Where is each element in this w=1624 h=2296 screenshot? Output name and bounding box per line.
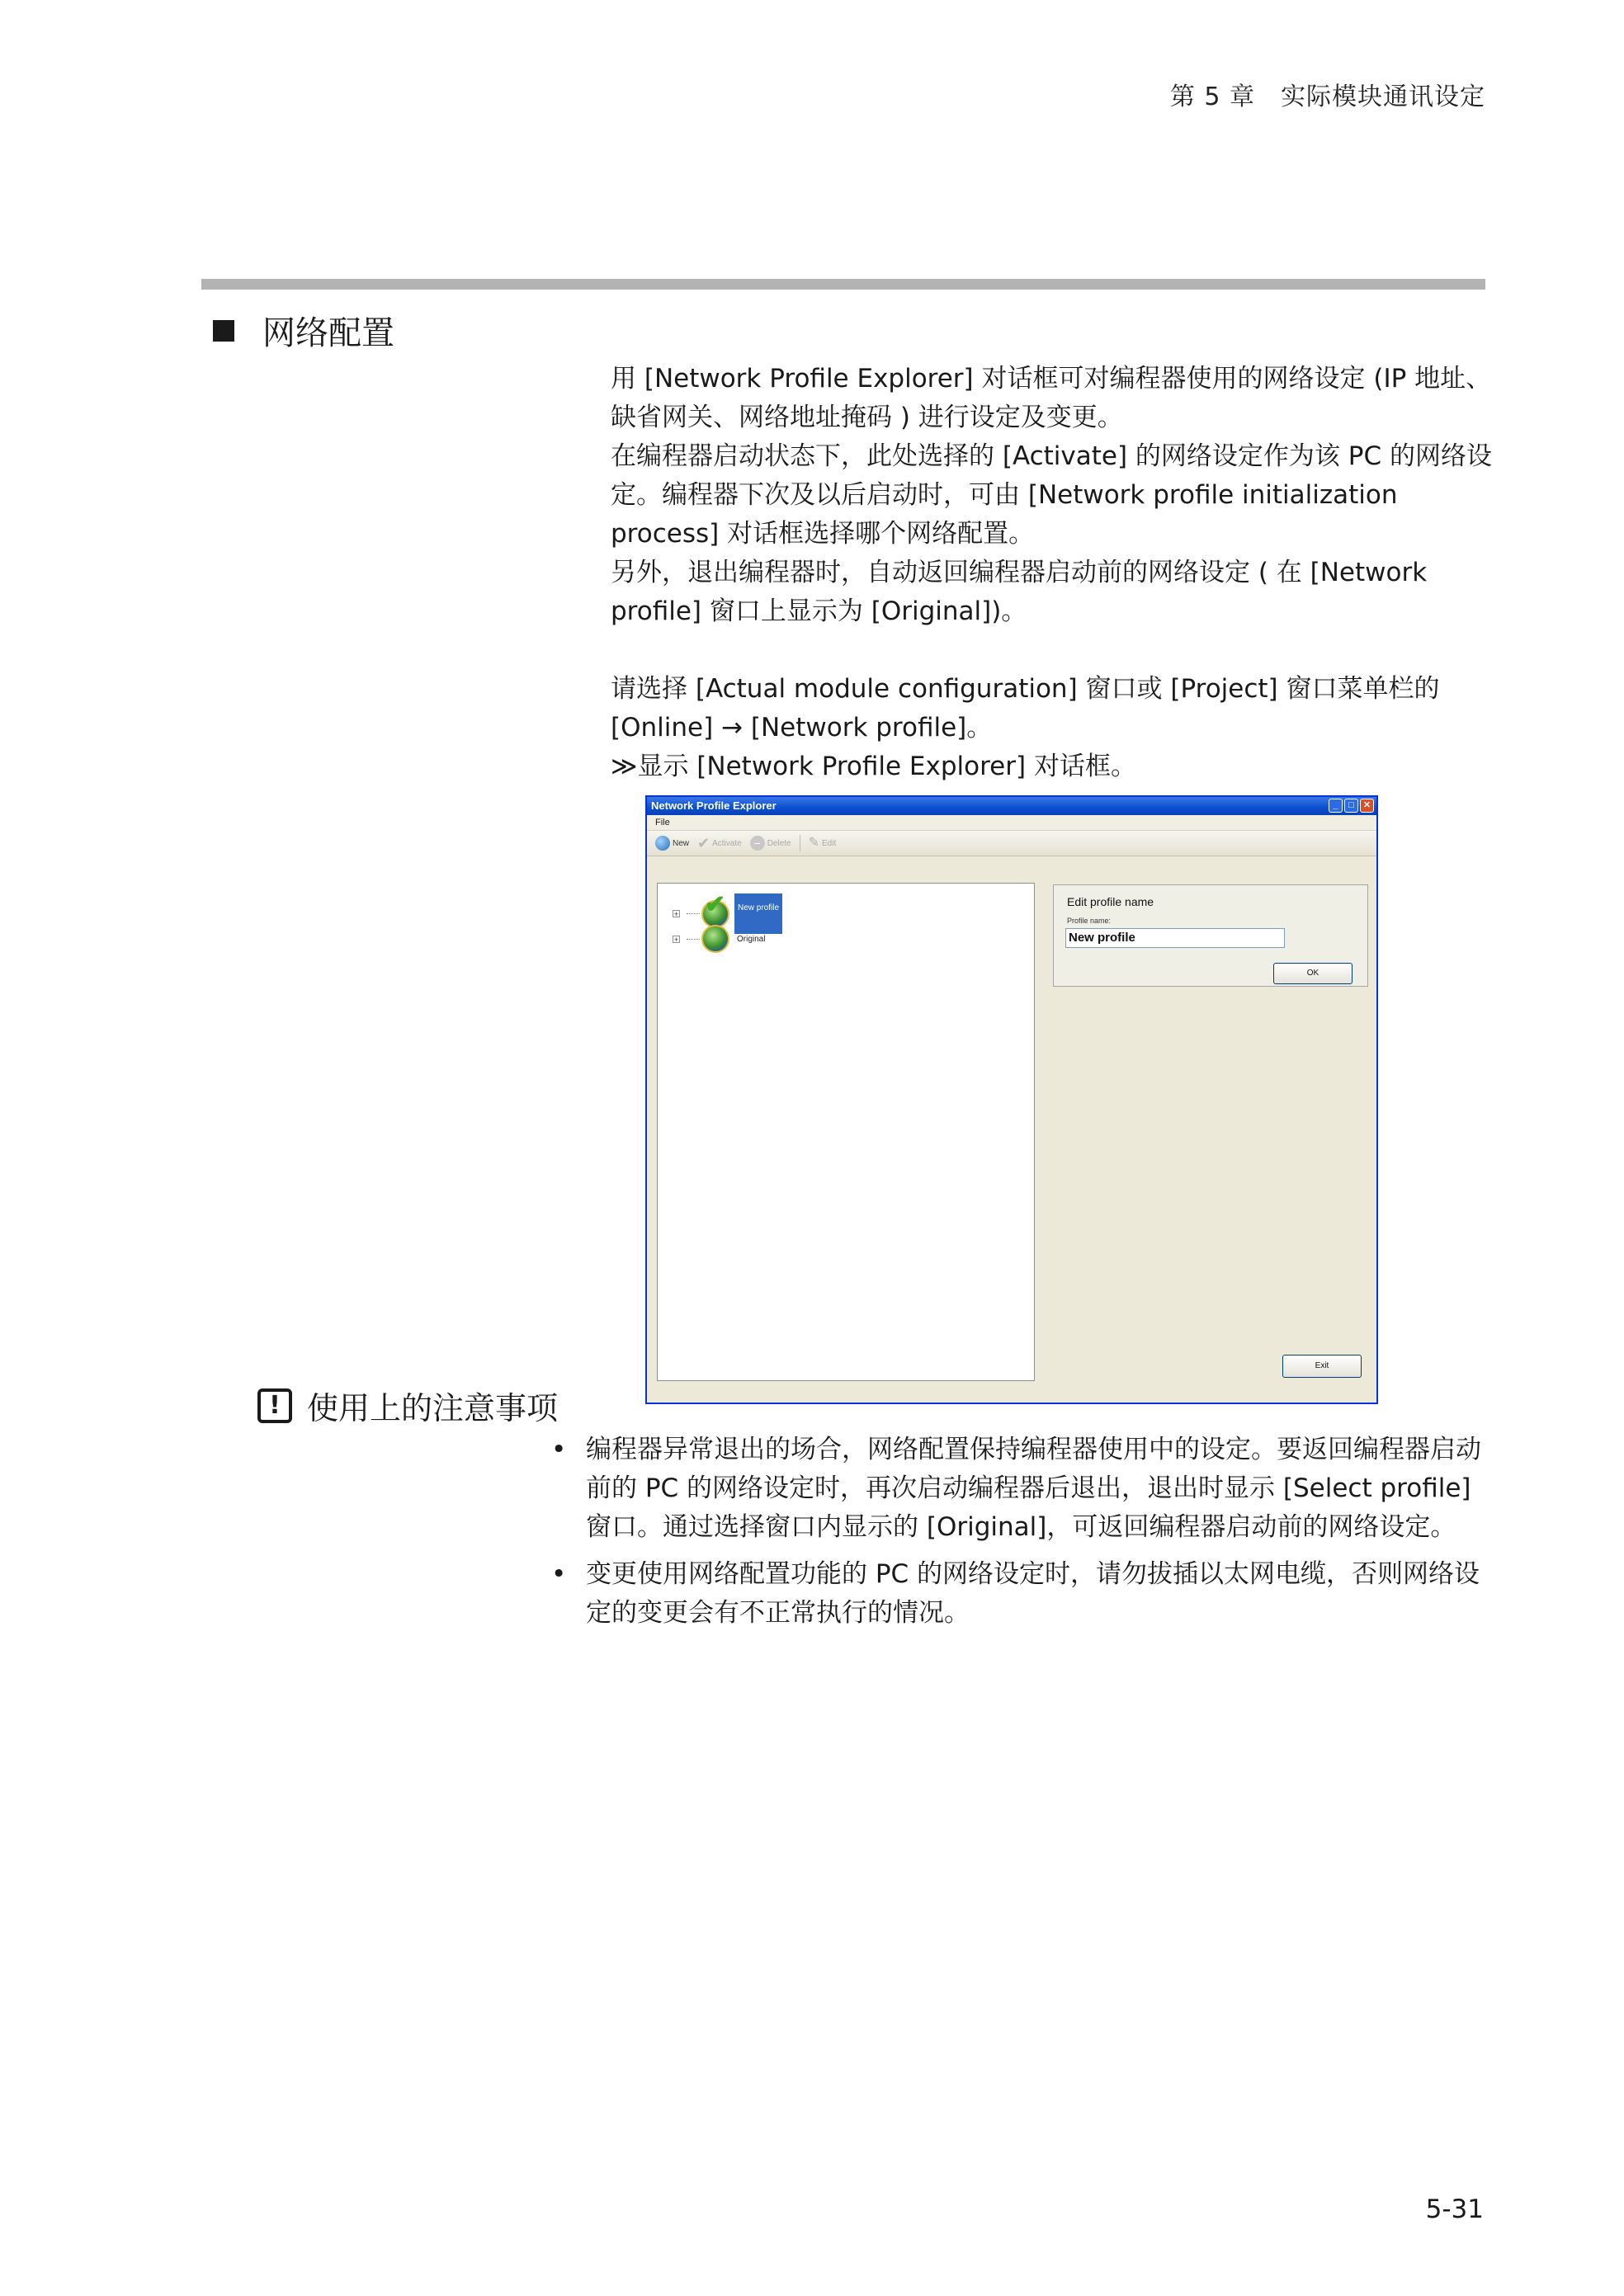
body-text (611, 360, 1492, 786)
section-divider (201, 279, 1485, 290)
tree-item-original[interactable] (673, 925, 767, 953)
edit-label: Edit (822, 838, 837, 848)
new-button[interactable] (655, 836, 689, 851)
profile-name-label: Profile name: (1067, 917, 1112, 925)
new-profile-icon (655, 836, 670, 851)
list-item (551, 1431, 1492, 1547)
bullet-icon: • (551, 1435, 567, 1464)
paragraph-activate: 在编程器启动状态下，此处选择的 [Activate] 的网络设定作为该 PC 的网络设定。编程器下次及以后启动时，可由 [Network profile initialization process] 对话框选择哪个网络配置。 (611, 441, 1492, 549)
section-title: 网络配置 (262, 314, 394, 352)
maximize-button[interactable]: □ (1344, 799, 1358, 813)
delete-label: Delete (767, 838, 791, 848)
profile-tree[interactable] (657, 883, 1035, 1381)
window-title-bar (647, 797, 1376, 815)
delete-icon: − (750, 836, 765, 851)
exit-button[interactable]: Exit (1282, 1355, 1362, 1378)
network-profile-explorer-window (645, 795, 1378, 1404)
delete-button[interactable] (750, 836, 791, 851)
edit-button[interactable] (809, 836, 837, 851)
globe-icon (701, 925, 729, 953)
expand-icon[interactable]: + (673, 910, 679, 918)
tree-item-label: New profile (734, 893, 782, 934)
note-text: 变更使用网络配置功能的 PC 的网络设定时，请勿拔插以太网电缆，否则网络设定的变更会有不正常执行的情况。 (586, 1559, 1480, 1628)
minimize-button[interactable]: _ (1329, 799, 1343, 813)
toolbar (647, 831, 1376, 856)
new-label: New (673, 838, 690, 848)
activate-button[interactable] (697, 836, 742, 851)
profile-name-input[interactable]: New profile (1065, 928, 1285, 948)
pencil-icon: ✎ (808, 836, 819, 850)
square-bullet-icon (213, 320, 234, 342)
chapter-header: 第 5 章 实际模块通讯设定 (1169, 83, 1485, 111)
caution-icon: ! (257, 1388, 292, 1423)
close-button[interactable]: ✕ (1360, 799, 1374, 813)
paragraph-instruction: 请选择 [Actual module configuration] 窗口或 [Project] 窗口菜单栏的 [Online] → [Network profile]。 (611, 674, 1440, 743)
note-text: 编程器异常退出的场合，网络配置保持编程器使用中的设定。要返回编程器启动前的 PC 的网络设定时，再次启动编程器后退出，退出时显示 [Select profile] 窗口。通过选择窗口内显示的 [Original]，可返回编程器启动前的网络设定。 (586, 1435, 1481, 1542)
list-item (551, 1555, 1492, 1633)
notes-title: 使用上的注意事项 (307, 1390, 559, 1426)
active-globe-icon: ✔ (701, 900, 729, 928)
page-number: 5-31 (1425, 2195, 1484, 2224)
menu-file[interactable]: File (655, 818, 670, 827)
bullet-icon: • (551, 1559, 567, 1589)
paragraph-intro: 用 [Network Profile Explorer] 对话框可对编程器使用的网络设定 (IP 地址、缺省网关、网络地址掩码 ) 进行设定及变更。 (611, 364, 1492, 432)
paragraph-result: ≫显示 [Network Profile Explorer] 对话框。 (611, 752, 1136, 781)
edit-profile-panel (1051, 883, 1370, 997)
activate-label: Activate (712, 838, 742, 848)
tree-item-label: Original (737, 934, 766, 944)
paragraph-original: 另外，退出编程器时，自动返回编程器启动前的网络设定 ( 在 [Network profile] 窗口上显示为 [Original])。 (611, 558, 1428, 626)
expand-icon[interactable]: + (673, 935, 679, 944)
section-heading (213, 307, 394, 354)
notes-list (551, 1431, 1492, 1641)
group-title: Edit profile name (1067, 895, 1154, 908)
ok-button[interactable]: OK (1273, 963, 1353, 984)
window-title: Network Profile Explorer (651, 799, 777, 812)
notes-heading (257, 1383, 558, 1428)
menu-bar (647, 815, 1376, 831)
checkmark-icon: ✔ (697, 835, 710, 851)
edit-profile-groupbox (1053, 884, 1368, 987)
